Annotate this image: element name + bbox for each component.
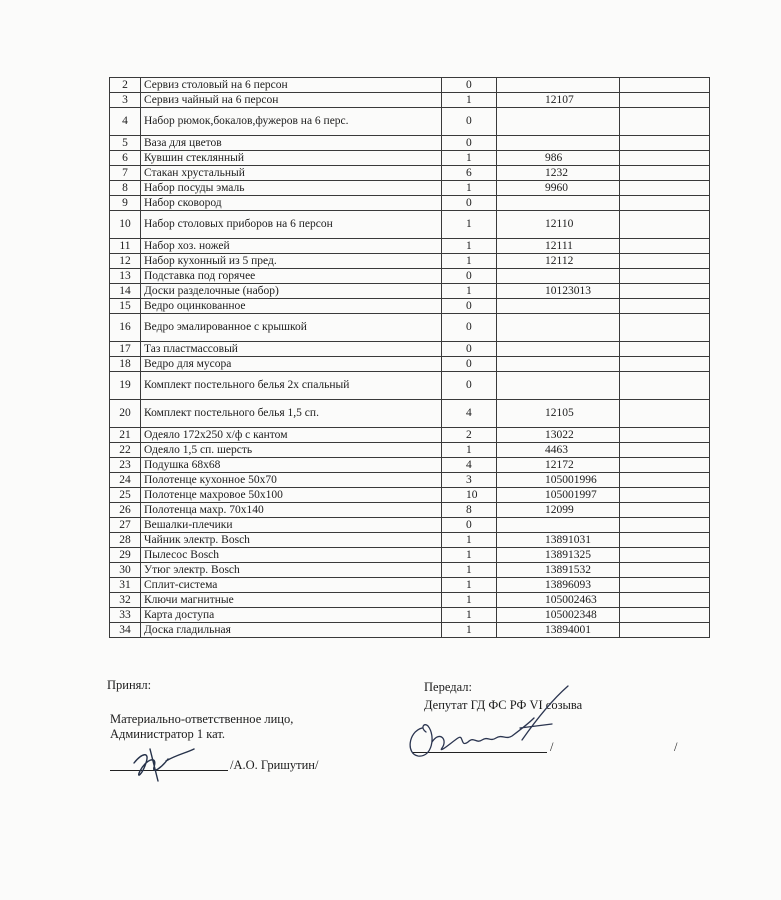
item-name: Ведро оцинкованное bbox=[141, 299, 442, 314]
row-number: 26 bbox=[110, 503, 141, 518]
row-number: 11 bbox=[110, 239, 141, 254]
row-number: 22 bbox=[110, 443, 141, 458]
item-quantity: 0 bbox=[442, 136, 497, 151]
item-quantity: 0 bbox=[442, 342, 497, 357]
inventory-number bbox=[497, 372, 620, 400]
responsible-person-line1: Материально-ответственное лицо, bbox=[110, 712, 294, 726]
empty-cell bbox=[620, 239, 710, 254]
item-name: Набор рюмок,бокалов,фужеров на 6 перс. bbox=[141, 108, 442, 136]
row-number: 19 bbox=[110, 372, 141, 400]
row-number: 4 bbox=[110, 108, 141, 136]
item-quantity: 0 bbox=[442, 78, 497, 93]
empty-cell bbox=[620, 488, 710, 503]
signature-slash-2: / bbox=[674, 740, 678, 754]
empty-cell bbox=[620, 548, 710, 563]
item-quantity: 4 bbox=[442, 400, 497, 428]
table-row bbox=[110, 533, 710, 548]
inventory-number: 13891532 bbox=[497, 563, 620, 578]
row-number: 25 bbox=[110, 488, 141, 503]
table-row bbox=[110, 428, 710, 443]
item-name: Доски разделочные (набор) bbox=[141, 284, 442, 299]
item-name: Утюг электр. Bosch bbox=[141, 563, 442, 578]
empty-cell bbox=[620, 284, 710, 299]
item-quantity: 1 bbox=[442, 623, 497, 638]
item-quantity: 1 bbox=[442, 563, 497, 578]
row-number: 24 bbox=[110, 473, 141, 488]
item-quantity: 0 bbox=[442, 108, 497, 136]
empty-cell bbox=[620, 269, 710, 284]
empty-cell bbox=[620, 93, 710, 108]
inventory-number bbox=[497, 342, 620, 357]
table-row bbox=[110, 181, 710, 196]
empty-cell bbox=[620, 533, 710, 548]
row-number: 30 bbox=[110, 563, 141, 578]
table-row bbox=[110, 458, 710, 473]
item-name: Чайник электр. Bosch bbox=[141, 533, 442, 548]
item-name: Подставка под горячее bbox=[141, 269, 442, 284]
table-row bbox=[110, 563, 710, 578]
row-number: 17 bbox=[110, 342, 141, 357]
item-quantity: 0 bbox=[442, 314, 497, 342]
item-name: Карта доступа bbox=[141, 608, 442, 623]
empty-cell bbox=[620, 211, 710, 239]
item-quantity: 0 bbox=[442, 299, 497, 314]
table-row bbox=[110, 357, 710, 372]
table-row bbox=[110, 239, 710, 254]
inventory-number bbox=[497, 357, 620, 372]
item-name: Ключи магнитные bbox=[141, 593, 442, 608]
row-number: 9 bbox=[110, 196, 141, 211]
table-row bbox=[110, 443, 710, 458]
row-number: 29 bbox=[110, 548, 141, 563]
row-number: 5 bbox=[110, 136, 141, 151]
row-number: 14 bbox=[110, 284, 141, 299]
item-name: Таз пластмассовый bbox=[141, 342, 442, 357]
row-number: 28 bbox=[110, 533, 141, 548]
table-row bbox=[110, 503, 710, 518]
item-name: Набор кухонный из 5 пред. bbox=[141, 254, 442, 269]
item-name: Вешалки-плечики bbox=[141, 518, 442, 533]
item-quantity: 1 bbox=[442, 608, 497, 623]
inventory-number bbox=[497, 314, 620, 342]
inventory-number: 986 bbox=[497, 151, 620, 166]
table-row bbox=[110, 196, 710, 211]
empty-cell bbox=[620, 518, 710, 533]
table-row bbox=[110, 372, 710, 400]
row-number: 21 bbox=[110, 428, 141, 443]
empty-cell bbox=[620, 314, 710, 342]
empty-cell bbox=[620, 299, 710, 314]
row-number: 23 bbox=[110, 458, 141, 473]
recipient-signature bbox=[128, 745, 208, 785]
inventory-number: 12099 bbox=[497, 503, 620, 518]
inventory-number: 13022 bbox=[497, 428, 620, 443]
inventory-number: 10123013 bbox=[497, 284, 620, 299]
item-quantity: 0 bbox=[442, 518, 497, 533]
row-number: 15 bbox=[110, 299, 141, 314]
item-quantity: 0 bbox=[442, 357, 497, 372]
item-quantity: 1 bbox=[442, 181, 497, 196]
empty-cell bbox=[620, 428, 710, 443]
empty-cell bbox=[620, 443, 710, 458]
item-name: Сервиз столовый на 6 персон bbox=[141, 78, 442, 93]
table-row bbox=[110, 284, 710, 299]
inventory-number: 4463 bbox=[497, 443, 620, 458]
inventory-number bbox=[497, 136, 620, 151]
inventory-number bbox=[497, 78, 620, 93]
table-row bbox=[110, 166, 710, 181]
inventory-number bbox=[497, 196, 620, 211]
inventory-number: 12172 bbox=[497, 458, 620, 473]
empty-cell bbox=[620, 254, 710, 269]
item-quantity: 6 bbox=[442, 166, 497, 181]
item-name: Одеяло 1,5 сп. шерсть bbox=[141, 443, 442, 458]
item-name: Комплект постельного белья 1,5 сп. bbox=[141, 400, 442, 428]
table-row bbox=[110, 254, 710, 269]
empty-cell bbox=[620, 357, 710, 372]
item-quantity: 10 bbox=[442, 488, 497, 503]
row-number: 6 bbox=[110, 151, 141, 166]
inventory-number: 105002463 bbox=[497, 593, 620, 608]
table-row bbox=[110, 518, 710, 533]
table-row bbox=[110, 593, 710, 608]
empty-cell bbox=[620, 608, 710, 623]
table-row bbox=[110, 78, 710, 93]
item-quantity: 1 bbox=[442, 239, 497, 254]
item-quantity: 1 bbox=[442, 93, 497, 108]
empty-cell bbox=[620, 372, 710, 400]
inventory-number: 1232 bbox=[497, 166, 620, 181]
item-name: Ваза для цветов bbox=[141, 136, 442, 151]
item-name: Полотенце кухонное 50х70 bbox=[141, 473, 442, 488]
table-body bbox=[110, 78, 710, 638]
inventory-number: 105001997 bbox=[497, 488, 620, 503]
handed-label: Передал: bbox=[424, 680, 472, 694]
inventory-number: 13891031 bbox=[497, 533, 620, 548]
row-number: 2 bbox=[110, 78, 141, 93]
table-row bbox=[110, 548, 710, 563]
inventory-number: 13896093 bbox=[497, 578, 620, 593]
empty-cell bbox=[620, 78, 710, 93]
empty-cell bbox=[620, 136, 710, 151]
item-quantity: 0 bbox=[442, 196, 497, 211]
table-row bbox=[110, 151, 710, 166]
item-quantity: 3 bbox=[442, 473, 497, 488]
row-number: 31 bbox=[110, 578, 141, 593]
empty-cell bbox=[620, 623, 710, 638]
empty-cell bbox=[620, 166, 710, 181]
inventory-number bbox=[497, 108, 620, 136]
inventory-number bbox=[497, 518, 620, 533]
table-row bbox=[110, 578, 710, 593]
table-row bbox=[110, 136, 710, 151]
row-number: 20 bbox=[110, 400, 141, 428]
inventory-number bbox=[497, 269, 620, 284]
empty-cell bbox=[620, 181, 710, 196]
inventory-number bbox=[497, 299, 620, 314]
row-number: 33 bbox=[110, 608, 141, 623]
empty-cell bbox=[620, 458, 710, 473]
item-quantity: 1 bbox=[442, 151, 497, 166]
empty-cell bbox=[620, 108, 710, 136]
table-row bbox=[110, 488, 710, 503]
empty-cell bbox=[620, 503, 710, 518]
empty-cell bbox=[620, 593, 710, 608]
item-quantity: 1 bbox=[442, 254, 497, 269]
item-name: Набор столовых приборов на 6 персон bbox=[141, 211, 442, 239]
table-row bbox=[110, 342, 710, 357]
item-quantity: 1 bbox=[442, 548, 497, 563]
accepted-label: Принял: bbox=[107, 678, 152, 692]
table-row bbox=[110, 623, 710, 638]
inventory-number: 13894001 bbox=[497, 623, 620, 638]
table-row bbox=[110, 400, 710, 428]
item-quantity: 1 bbox=[442, 284, 497, 299]
row-number: 10 bbox=[110, 211, 141, 239]
row-number: 18 bbox=[110, 357, 141, 372]
table-row bbox=[110, 299, 710, 314]
deputy-title: Депутат ГД ФС РФ VI созыва bbox=[424, 698, 583, 712]
item-name: Кувшин стеклянный bbox=[141, 151, 442, 166]
item-quantity: 2 bbox=[442, 428, 497, 443]
item-name: Набор сковород bbox=[141, 196, 442, 211]
item-name: Набор хоз. ножей bbox=[141, 239, 442, 254]
empty-cell bbox=[620, 578, 710, 593]
empty-cell bbox=[620, 196, 710, 211]
item-name: Доска гладильная bbox=[141, 623, 442, 638]
row-number: 7 bbox=[110, 166, 141, 181]
item-quantity: 0 bbox=[442, 372, 497, 400]
table-row bbox=[110, 608, 710, 623]
table-row bbox=[110, 108, 710, 136]
table-row bbox=[110, 269, 710, 284]
item-name: Подушка 68х68 bbox=[141, 458, 442, 473]
empty-cell bbox=[620, 473, 710, 488]
empty-cell bbox=[620, 342, 710, 357]
item-name: Сплит-система bbox=[141, 578, 442, 593]
inventory-number: 12107 bbox=[497, 93, 620, 108]
inventory-table bbox=[109, 77, 710, 638]
row-number: 8 bbox=[110, 181, 141, 196]
item-quantity: 4 bbox=[442, 458, 497, 473]
inventory-number: 12110 bbox=[497, 211, 620, 239]
item-quantity: 1 bbox=[442, 443, 497, 458]
item-name: Полотенца махр. 70х140 bbox=[141, 503, 442, 518]
inventory-number: 13891325 bbox=[497, 548, 620, 563]
item-name: Одеяло 172х250 х/ф с кантом bbox=[141, 428, 442, 443]
row-number: 12 bbox=[110, 254, 141, 269]
item-quantity: 1 bbox=[442, 211, 497, 239]
table-row bbox=[110, 473, 710, 488]
item-quantity: 1 bbox=[442, 593, 497, 608]
inventory-number: 12111 bbox=[497, 239, 620, 254]
row-number: 13 bbox=[110, 269, 141, 284]
table-row bbox=[110, 93, 710, 108]
row-number: 32 bbox=[110, 593, 141, 608]
recipient-name: /А.О. Гришутин/ bbox=[230, 758, 319, 772]
inventory-number: 105002348 bbox=[497, 608, 620, 623]
signature-slash-1: / bbox=[550, 740, 554, 754]
table-row bbox=[110, 314, 710, 342]
row-number: 16 bbox=[110, 314, 141, 342]
table-row bbox=[110, 211, 710, 239]
item-name: Пылесос Bosch bbox=[141, 548, 442, 563]
row-number: 34 bbox=[110, 623, 141, 638]
item-name: Комплект постельного белья 2х спальный bbox=[141, 372, 442, 400]
item-name: Сервиз чайный на 6 персон bbox=[141, 93, 442, 108]
inventory-number: 105001996 bbox=[497, 473, 620, 488]
row-number: 27 bbox=[110, 518, 141, 533]
empty-cell bbox=[620, 400, 710, 428]
responsible-person-line2: Администратор 1 кат. bbox=[110, 727, 226, 741]
empty-cell bbox=[620, 151, 710, 166]
item-name: Набор посуды эмаль bbox=[141, 181, 442, 196]
item-name: Стакан хрустальный bbox=[141, 166, 442, 181]
item-quantity: 0 bbox=[442, 269, 497, 284]
inventory-number: 12105 bbox=[497, 400, 620, 428]
item-quantity: 1 bbox=[442, 533, 497, 548]
inventory-number: 12112 bbox=[497, 254, 620, 269]
row-number: 3 bbox=[110, 93, 141, 108]
empty-cell bbox=[620, 563, 710, 578]
item-name: Полотенце махровое 50х100 bbox=[141, 488, 442, 503]
item-name: Ведро эмалированное с крышкой bbox=[141, 314, 442, 342]
item-name: Ведро для мусора bbox=[141, 357, 442, 372]
item-quantity: 1 bbox=[442, 578, 497, 593]
item-quantity: 8 bbox=[442, 503, 497, 518]
inventory-number: 9960 bbox=[497, 181, 620, 196]
deputy-signature bbox=[402, 680, 582, 770]
